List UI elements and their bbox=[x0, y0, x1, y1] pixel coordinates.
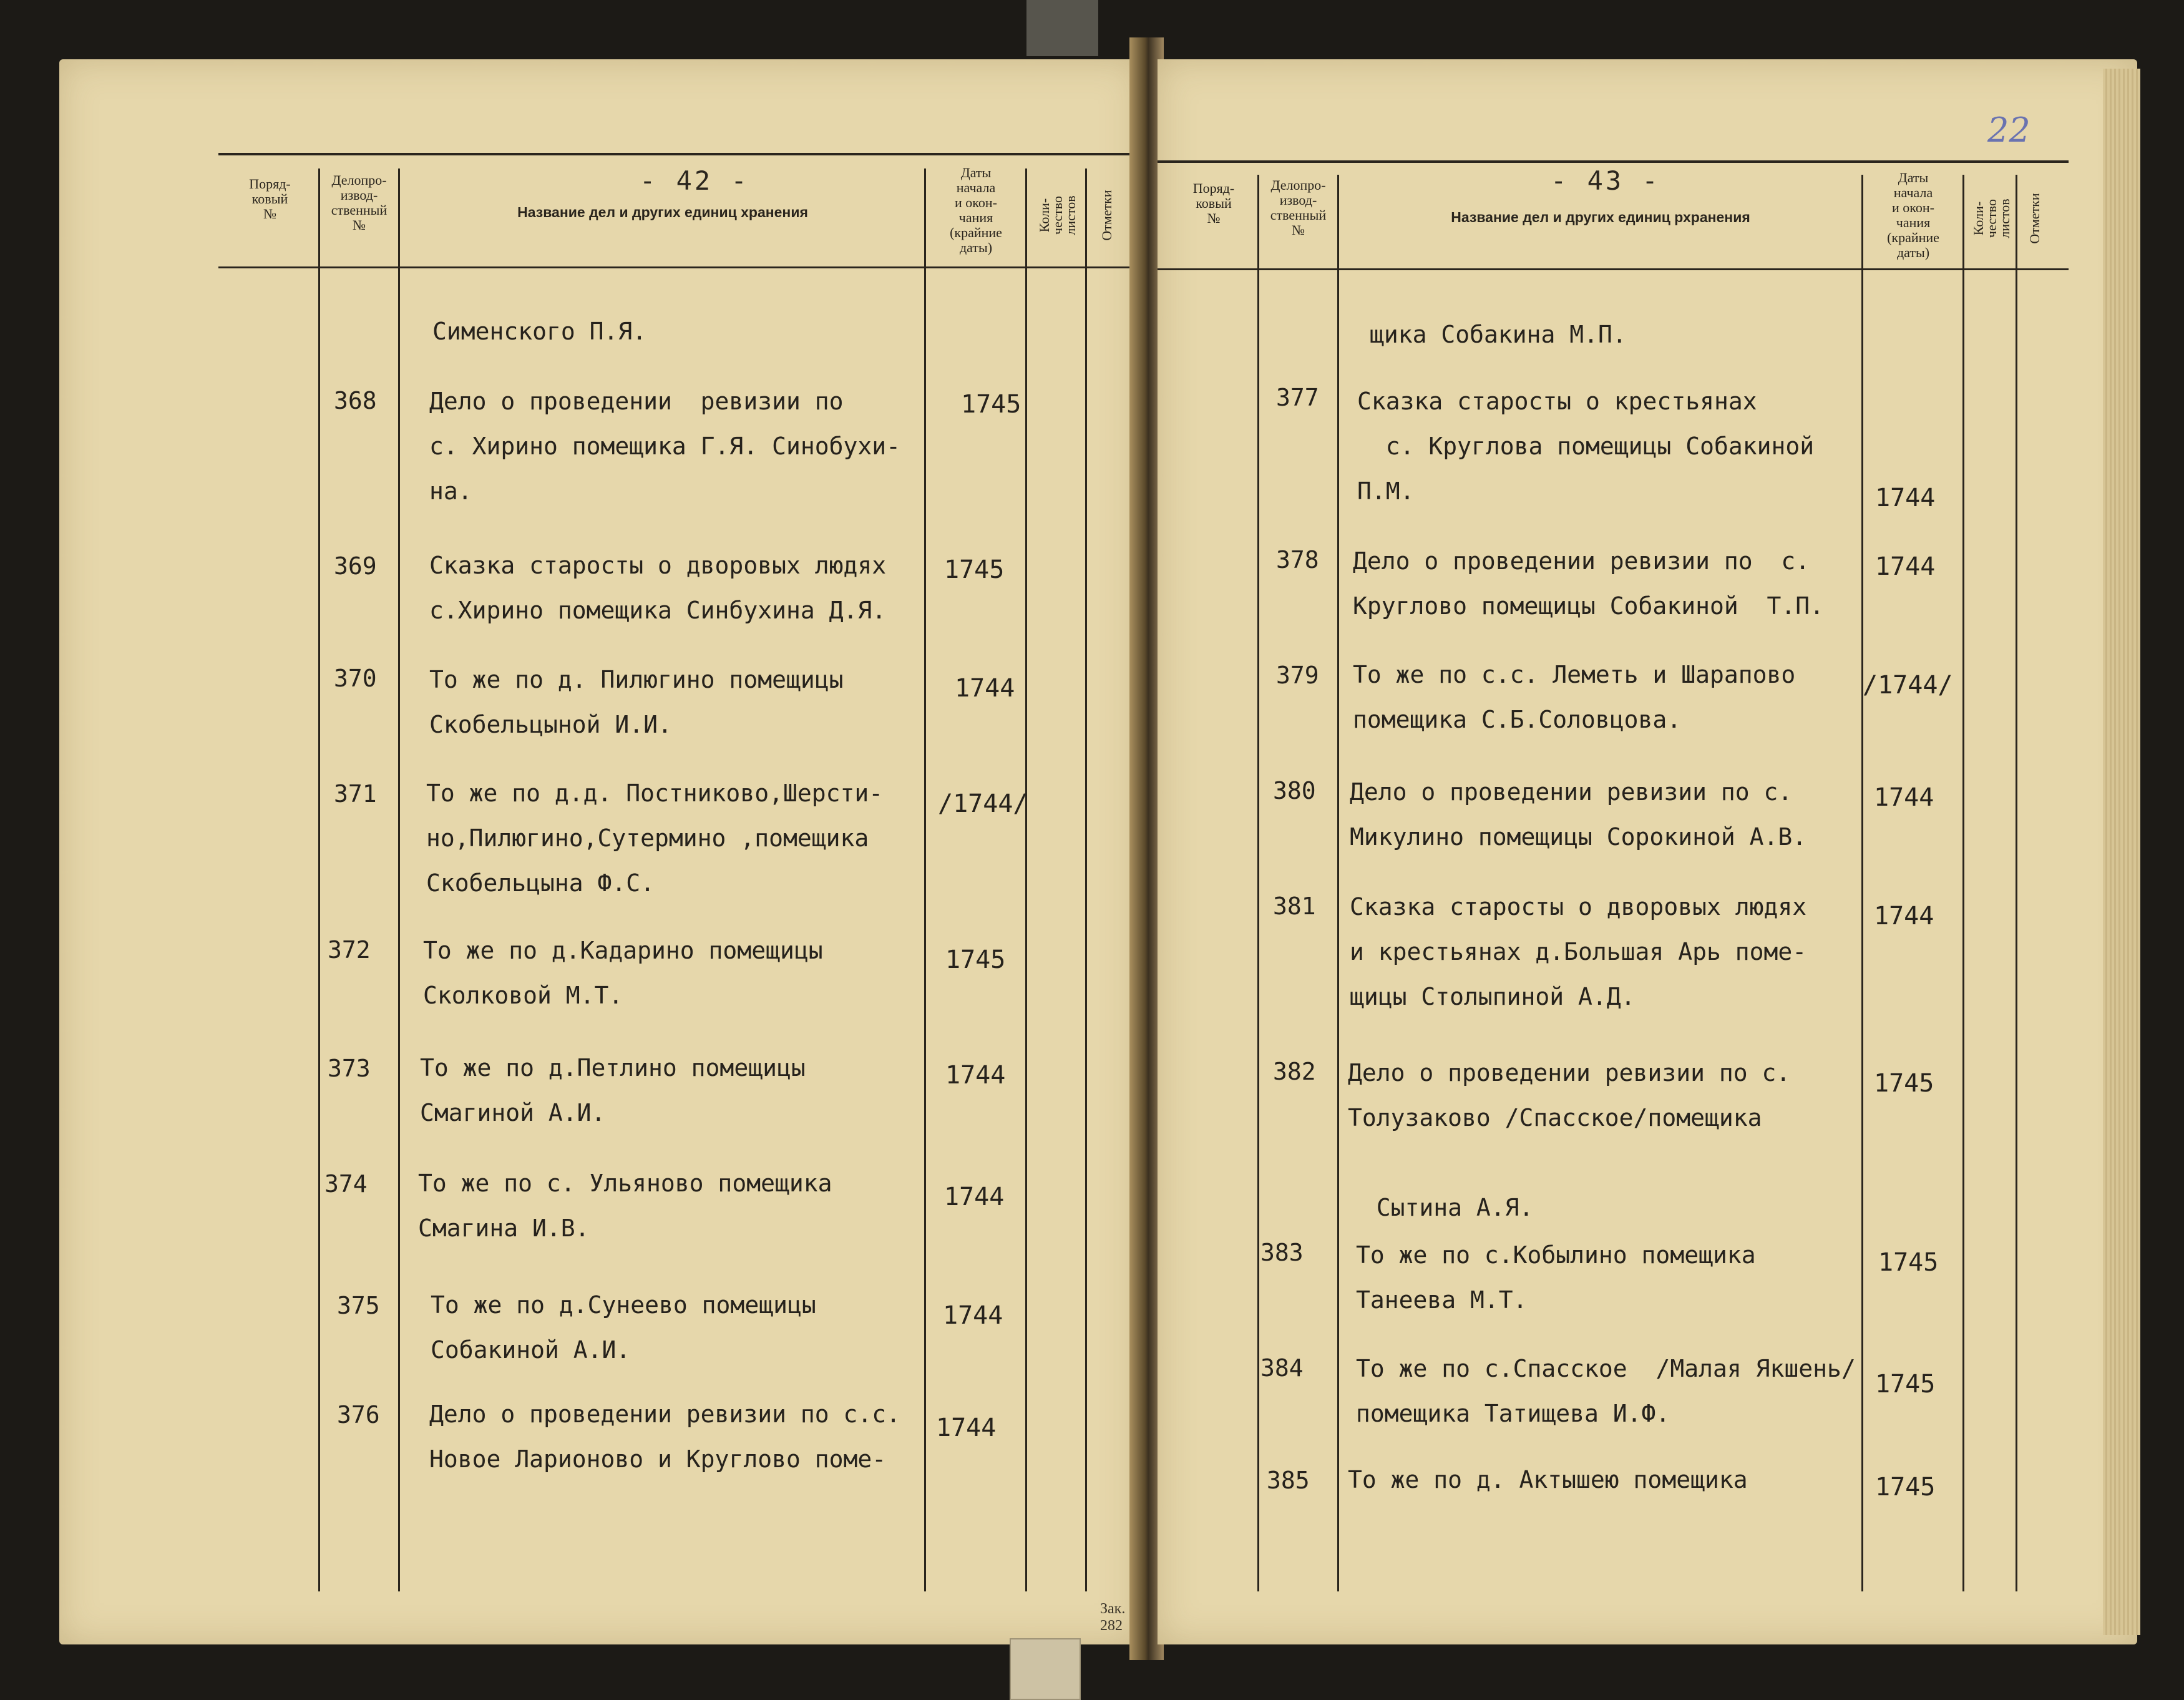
header-ordinal-right: Поряд- ковый № bbox=[1192, 180, 1235, 226]
entry-number: 377 bbox=[1276, 384, 1319, 411]
entry-number: 369 bbox=[334, 552, 377, 580]
entry-text: То же по с.Спасское /Малая Якшень/ помещика Татищева И.Ф. bbox=[1356, 1355, 1856, 1427]
entry-number: 380 bbox=[1273, 777, 1316, 804]
entry-date: 1745 bbox=[1875, 1473, 1936, 1502]
header-sheets: Коли- чество листов bbox=[1036, 195, 1078, 235]
entry-text: Дело о проведении ревизии по с.с. Новое Ларионово и Круглово поме- bbox=[429, 1400, 900, 1473]
entry-text: Дело о проведении ревизии по с. Хирино помещика Г.Я. Синобухи- на. bbox=[429, 388, 900, 505]
header-office-number: Делопро- извод- ственный № bbox=[331, 172, 388, 233]
entry-text: Сказка старосты о крестьянах с. Круглова помещицы Собакиной П.М. bbox=[1357, 388, 1815, 505]
pencil-page-mark: 22 bbox=[1987, 110, 2030, 150]
entry-text: Дело о проведении ревизии по с. Толузаково /Спасское/помещика Сытина А.Я. bbox=[1348, 1059, 1791, 1221]
entry-date: 1744 bbox=[944, 1183, 1005, 1211]
print-order-note: Зак. 282 bbox=[1100, 1601, 1126, 1634]
page-number-left: - 42 - bbox=[640, 165, 749, 196]
page-number-right: - 43 - bbox=[1551, 165, 1660, 196]
entry-number: 373 bbox=[328, 1055, 371, 1082]
entry-date: 1745 bbox=[1878, 1248, 1939, 1277]
entry-date: 1744 bbox=[1875, 484, 1936, 512]
col-rule-r4 bbox=[1962, 175, 1964, 1591]
entry-number: 368 bbox=[334, 387, 377, 414]
entry-number: 383 bbox=[1260, 1239, 1304, 1266]
entry-text: То же по д.д. Постниково,Шерсти- но,Пилюгино,Сутермино ,помещика Скобельцына Ф.С. bbox=[426, 779, 884, 897]
col-rule-4 bbox=[1025, 169, 1027, 1591]
entry-text: То же по д.Сунеево помещицы Собакиной А.И. bbox=[431, 1291, 816, 1364]
entry-number: 375 bbox=[337, 1292, 380, 1319]
header-bottom-rule bbox=[218, 266, 1170, 268]
entry-date: 1745 bbox=[961, 390, 1021, 419]
header-dates: Даты начала и окон- чания (крайние даты) bbox=[950, 165, 1002, 255]
col-rule-2 bbox=[398, 169, 400, 1591]
entry-text: щика Собакина М.П. bbox=[1370, 321, 1627, 348]
header-ordinal: Поряд- ковый № bbox=[249, 176, 291, 222]
entry-date: 1745 bbox=[945, 945, 1006, 974]
col-rule-5 bbox=[1085, 169, 1087, 1591]
entry-date: 1745 bbox=[944, 555, 1005, 584]
col-rule-3 bbox=[924, 169, 926, 1591]
header-notes: Отметки bbox=[1099, 190, 1114, 241]
entry-number: 385 bbox=[1267, 1467, 1310, 1494]
entry-number: 384 bbox=[1260, 1354, 1304, 1382]
entry-text: То же по с.Кобылино помещика Танеева М.Т. bbox=[1356, 1241, 1756, 1314]
entry-text: То же по д. Актышею помещика bbox=[1348, 1466, 1748, 1493]
col-rule-r3 bbox=[1861, 175, 1863, 1591]
entry-text: Сказка старосты о дворовых людях и крестьянах д.Большая Арь поме- щицы Столыпиной А.Д. bbox=[1350, 893, 1807, 1010]
entry-date: 1745 bbox=[1874, 1069, 1934, 1098]
entry-date: 1744 bbox=[945, 1061, 1006, 1090]
left-page bbox=[59, 59, 1139, 1644]
entry-date: /1744/ bbox=[1863, 671, 1953, 700]
entry-date: 1744 bbox=[955, 674, 1015, 703]
entry-text: То же по с. Ульяново помещика Смагина И.В. bbox=[418, 1170, 832, 1242]
entry-number: 370 bbox=[334, 665, 377, 692]
entry-number: 381 bbox=[1273, 892, 1316, 920]
entry-text: Сименского П.Я. bbox=[432, 318, 647, 345]
header-top-rule bbox=[218, 153, 1170, 155]
entry-text: То же по д. Пилюгино помещицы Скобельцыной И.И. bbox=[429, 666, 844, 738]
header-dates-right: Даты начала и окон- чания (крайние даты) bbox=[1887, 170, 1939, 260]
entry-number: 371 bbox=[334, 780, 377, 808]
entry-text: Дело о проведении ревизии по с. Микулино помещицы Сорокиной А.В. bbox=[1350, 778, 1807, 851]
header-top-rule-right bbox=[1158, 160, 2069, 163]
entry-date: 1744 bbox=[943, 1301, 1003, 1330]
entry-text: То же по с.с. Леметь и Шарапово помещика С.Б.Соловцова. bbox=[1353, 661, 1796, 733]
entry-number: 379 bbox=[1276, 662, 1319, 689]
entry-date: 1744 bbox=[936, 1414, 997, 1442]
col-rule-r1 bbox=[1257, 175, 1259, 1591]
col-rule-r5 bbox=[2016, 175, 2017, 1591]
entry-number: 372 bbox=[328, 936, 371, 964]
right-page-edges bbox=[2103, 69, 2140, 1635]
entry-text: То же по д.Кадарино помещицы Сколковой М.Т. bbox=[423, 937, 823, 1009]
entry-date: 1744 bbox=[1874, 783, 1934, 812]
entry-text: Сказка старосты о дворовых людях с.Хирино помещика Синбухина Д.Я. bbox=[429, 552, 887, 624]
entry-text: Дело о проведении ревизии по с. Круглово помещицы Собакиной Т.П. bbox=[1353, 547, 1824, 620]
entry-date: 1744 bbox=[1874, 902, 1934, 931]
header-title: Название дел и других единиц хранения bbox=[517, 204, 808, 220]
entry-number: 382 bbox=[1273, 1058, 1316, 1085]
header-sheets-right: Коли- чество листов bbox=[1971, 198, 2012, 238]
entry-number: 374 bbox=[324, 1170, 368, 1198]
entry-date: 1745 bbox=[1875, 1370, 1936, 1399]
header-notes-right: Отметки bbox=[2027, 193, 2042, 244]
entry-text: То же по д.Петлино помещицы Смагиной А.И. bbox=[420, 1054, 806, 1126]
entry-date: 1744 bbox=[1875, 552, 1936, 581]
entry-date: /1744/ bbox=[938, 789, 1028, 818]
header-title-right: Название дел и других единиц рхранения bbox=[1451, 209, 1750, 225]
header-bottom-rule-right bbox=[1158, 268, 2069, 270]
header-office-number-right: Делопро- извод- ственный № bbox=[1270, 177, 1327, 238]
binding-tab bbox=[1010, 1638, 1081, 1700]
entry-number: 376 bbox=[337, 1401, 380, 1429]
binding-clip bbox=[1026, 0, 1098, 56]
entry-number: 378 bbox=[1276, 546, 1319, 574]
col-rule-r2 bbox=[1337, 175, 1339, 1591]
col-rule-1 bbox=[318, 169, 320, 1591]
right-page bbox=[1158, 59, 2137, 1644]
